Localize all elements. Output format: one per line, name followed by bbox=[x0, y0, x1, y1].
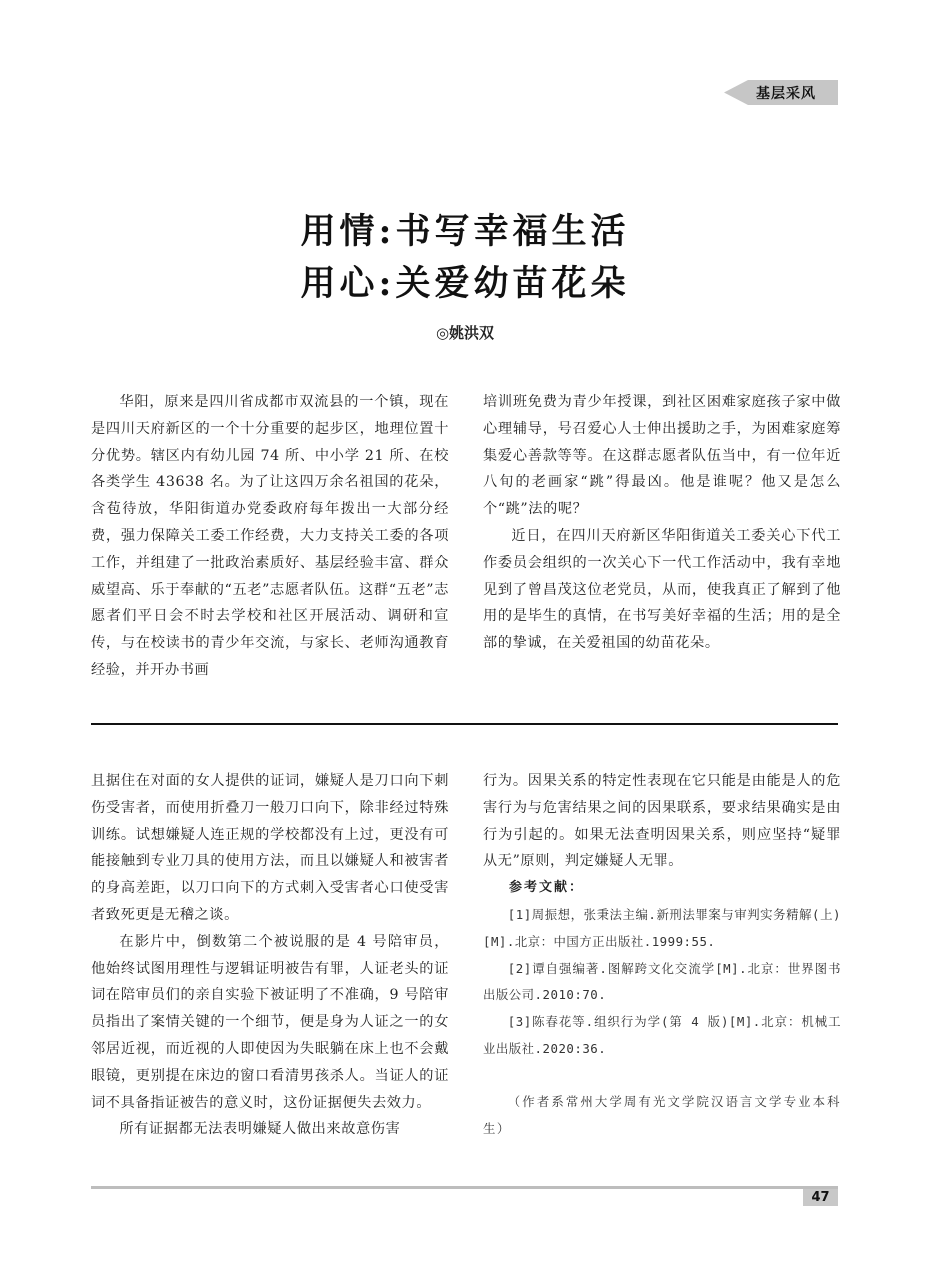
top-left-column bbox=[91, 389, 449, 684]
section-tag bbox=[724, 80, 838, 105]
reference-item: [1]周振想，张秉法主编.新刑法罪案与审判实务精解(上)[M].北京：中国方正出版社.1999:55. bbox=[483, 906, 841, 949]
bottom-right-column bbox=[483, 768, 841, 1142]
top-right-column bbox=[483, 389, 841, 657]
reference-item: [3]陈春花等.组织行为学(第 4 版)[M].北京：机械工业出版社.2020:36. bbox=[483, 1014, 841, 1056]
article-title-line-2: 用心:关爱幼苗花朵 bbox=[300, 263, 630, 304]
paragraph: 且据住在对面的女人提供的证词，嫌疑人是刀口向下刺伤受害者，而使用折叠刀一般刀口向下，除非经过特殊训练。试想嫌疑人连正规的学校都没有上过，更没有可能接触到专业刀具的使用方法，而且以嫌疑人和被害者的身高差距，以刀口向下的方式刺入受害者心口使受害者致死更是无稽之谈。 bbox=[91, 773, 449, 923]
section-tag-label: 基层采风 bbox=[756, 86, 816, 102]
paragraph: 行为。因果关系的特定性表现在它只能是由能是人的危害行为与危害结果之间的因果联系，要求结果确实是由行为引起的。如果无法查明因果关系，则应坚持“疑罪从无”原则，判定嫌疑人无罪。 bbox=[483, 773, 841, 870]
section-divider bbox=[91, 723, 838, 725]
references-heading: 参考文献： bbox=[509, 880, 585, 896]
paragraph: 近日，在四川天府新区华阳街道关工委关心下代工作委员会组织的一次关心下一代工作活动中，我有幸地见到了曾昌茂这位老党员，从而，使我真正了解到了他用的是毕生的真情，在书写美好幸福的生活；用的是全部的挚诚，在关爱祖国的幼苗花朵。 bbox=[483, 527, 841, 652]
paragraph: 所有证据都无法表明嫌疑人做出来故意伤害 bbox=[119, 1121, 401, 1138]
paragraph: 在影片中，倒数第二个被说服的是 4 号陪审员，他始终试图用理性与逻辑证明被告有罪，人证老头的证词在陪审员们的亲自实验下被证明了不准确，9 号陪审员指出了案情关键的一个细节，便是身为人证之一的女邻居近视，而近视的人即使因为失眠躺在床上也不会戴眼镜，更别提在床边的窗口看清男孩杀人。当证人的证词不具备指证被告的意义时，这份证据便失去效力。 bbox=[91, 933, 449, 1111]
page-number: 47 bbox=[803, 1189, 838, 1206]
bottom-left-column bbox=[91, 768, 449, 1143]
paragraph: 培训班免费为青少年授课，到社区困难家庭孩子家中做心理辅导，号召爱心人士伸出援助之手，为困难家庭筹集爱心善款等等。在这群志愿者队伍当中，有一位年近八旬的老画家“跳”得最凶。他是谁呢？他又是怎么个“跳”法的呢？ bbox=[483, 394, 841, 518]
footer-rule bbox=[91, 1186, 838, 1189]
article-title-line-1: 用情:书写幸福生活 bbox=[300, 211, 630, 252]
author-note: （作者系常州大学周有光文学院汉语言文学专业本科生） bbox=[483, 1093, 841, 1136]
paragraph: 华阳，原来是四川省成都市双流县的一个镇，现在是四川天府新区的一个十分重要的起步区，地理位置十分优势。辖区内有幼儿园 74 所、中小学 21 所、在校各类学生 43638 名。为了让这四万余名祖国的花朵，含苞待放，华阳街道办党委政府每年拨出一大部分经费，强力保障关工委工作经费，大力支持关工委的各项工作，并组建了一批政治素质好、基层经验丰富、群众威望高、乐于奉献的“五老”志愿者队伍。这群“五老”志愿者们平日会不时去学校和社区开展活动、调研和宣传，与在校读书的青少年交流，与家长、老师沟通教育经验，并开办书画 bbox=[91, 394, 449, 678]
reference-item: [2]谭自强编著.图解跨文化交流学[M].北京：世界图书出版公司.2010:70. bbox=[483, 960, 841, 1003]
article-author: ◎姚洪双 bbox=[435, 324, 495, 342]
